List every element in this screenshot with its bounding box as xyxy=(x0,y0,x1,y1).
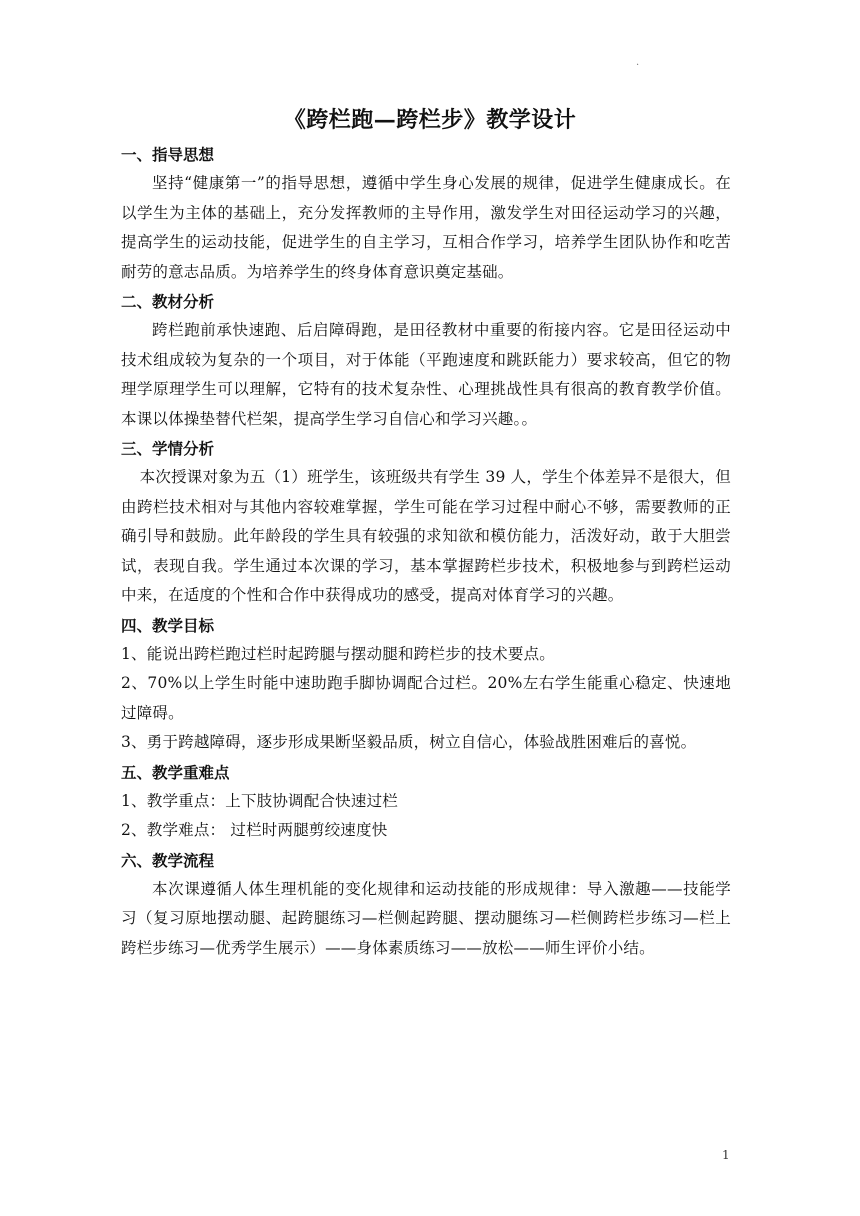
section-heading: 五、教学重难点 xyxy=(121,762,230,782)
section-paragraph: 本次课遵循人体生理机能的变化规律和运动技能的形成规律：导入激趣——技能学习（复习原地摆动腿、起跨腿练习—栏侧起跨腿、摆动腿练习—栏侧跨栏步练习—栏上跨栏步练习—优秀学生展示）——身体素质练习——放松——师生评价小结。 xyxy=(121,879,731,957)
document-title: 《跨栏跑—跨栏步》教学设计 xyxy=(283,107,577,133)
section-material-analysis xyxy=(121,287,731,434)
objective-item: 3、勇于跨越障碍，逐步形成果断坚毅品质，树立自信心，体验战胜困难后的喜悦。 xyxy=(121,733,697,751)
section-teaching-objectives xyxy=(121,611,731,758)
top-mark: . xyxy=(636,57,640,68)
section-heading: 二、教材分析 xyxy=(121,292,215,311)
objective-item: 2、70%以上学生时能中速助跑手脚协调配合过栏。20%左右学生能重心稳定、快速地过障碍。 xyxy=(121,674,731,722)
section-heading: 六、教学流程 xyxy=(121,850,215,870)
section-heading: 一、指导思想 xyxy=(121,145,215,164)
section-learner-analysis xyxy=(121,434,731,611)
section-key-difficult-points xyxy=(121,758,731,846)
document-body xyxy=(121,140,731,963)
section-guiding-ideology xyxy=(121,140,731,287)
section-paragraph: 跨栏跑前承快速跑、后启障碍跑，是田径教材中重要的衔接内容。它是田径运动中技术组成较为复杂的一个项目，对于体能（平跑速度和跳跃能力）要求较高，但它的物理学原理学生可以理解，它特有的技术复杂性、心理挑战性具有很高的教育教学价值。本课以体操垫替代栏架，提高学生学习自信心和学习兴趣。。 xyxy=(121,321,731,428)
section-heading: 四、教学目标 xyxy=(121,615,215,635)
section-heading: 三、学情分析 xyxy=(121,439,215,458)
difficult-point-item: 2、教学难点： 过栏时两腿剪绞速度快 xyxy=(121,821,388,839)
section-paragraph: 本次授课对象为五（1）班学生，该班级共有学生 39 人，学生个体差异不是很大，但由跨栏技术相对与其他内容较难掌握，学生可能在学习过程中耐心不够，需要教师的正确引导和鼓励。此年龄段的学生具有较强的求知欲和模仿能力，活泼好动，敢于大胆尝试，表现自我。学生通过本次课的学习，基本掌握跨栏步技术，积极地参与到跨栏运动中来，在适度的个性和合作中获得成功的感受，提高对体育学习的兴趣。 xyxy=(121,468,731,604)
section-teaching-process xyxy=(121,846,731,964)
section-paragraph: 坚持“健康第一”的指导思想，遵循中学生身心发展的规律，促进学生健康成长。在以学生为主体的基础上，充分发挥教师的主导作用，激发学生对田径运动学习的兴趣，提高学生的运动技能，促进学生的自主学习，互相合作学习，培养学生团队协作和吃苦耐劳的意志品质。为培养学生的终身体育意识奠定基础。 xyxy=(121,174,731,281)
page-number: 1 xyxy=(722,1148,730,1162)
key-point-item: 1、教学重点：上下肢协调配合快速过栏 xyxy=(121,791,398,810)
objective-item: 1、能说出跨栏跑过栏时起跨腿与摆动腿和跨栏步的技术要点。 xyxy=(121,644,555,663)
